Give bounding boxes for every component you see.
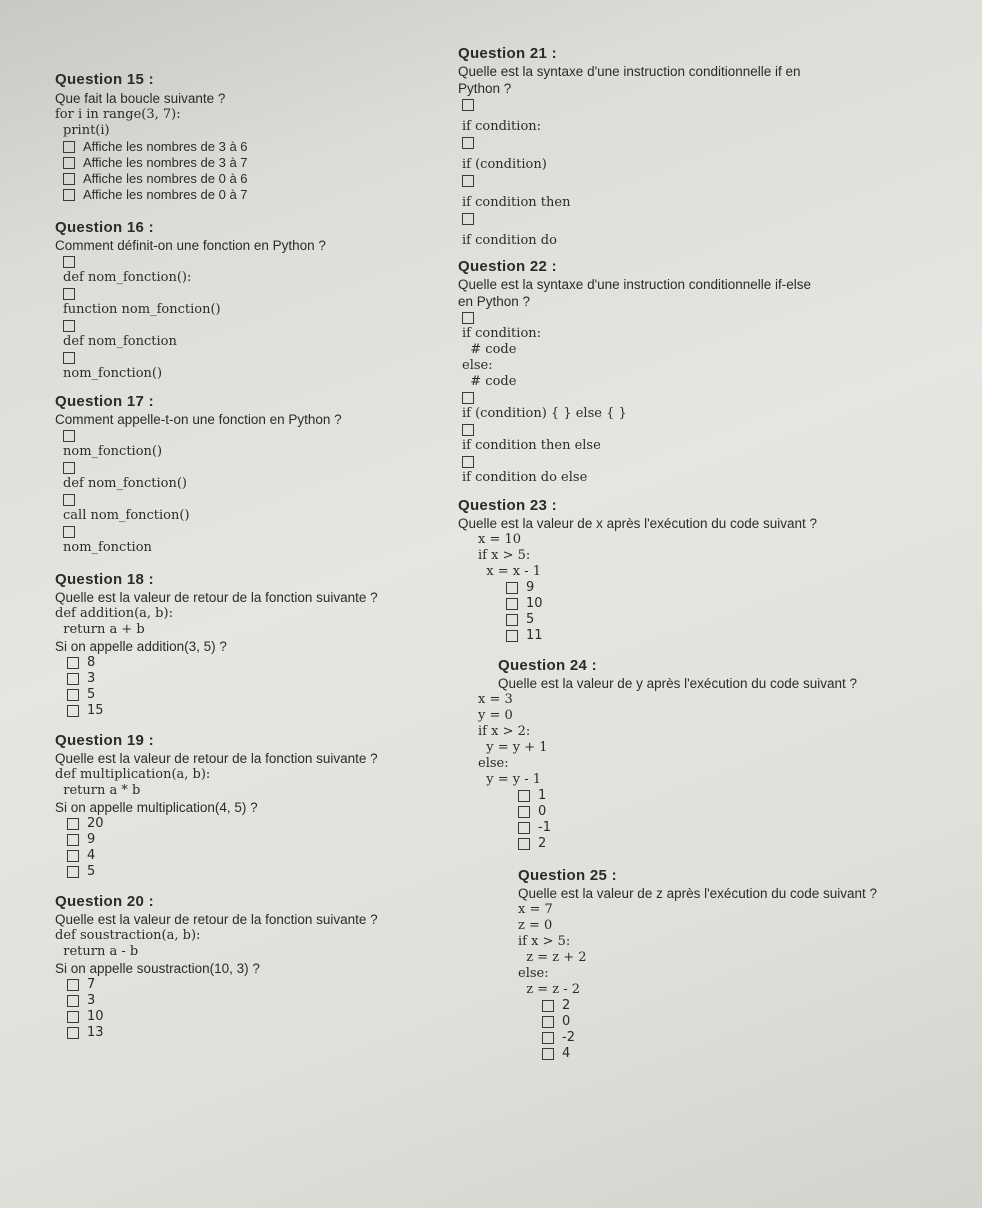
checkbox[interactable] xyxy=(518,822,530,834)
checkbox[interactable] xyxy=(63,462,75,474)
code-line: return a + b xyxy=(55,622,145,637)
code-line: z = z - 2 xyxy=(518,982,581,997)
checkbox[interactable] xyxy=(63,173,75,185)
option-item[interactable]: 15 xyxy=(67,703,455,719)
option-item[interactable]: -1 xyxy=(518,820,928,836)
checkbox[interactable] xyxy=(67,657,79,669)
option-item[interactable]: 4 xyxy=(67,848,455,864)
checkbox[interactable] xyxy=(63,430,75,442)
option-item[interactable]: 3 xyxy=(67,671,455,687)
code-line: x = x - 1 xyxy=(478,564,542,579)
checkbox[interactable] xyxy=(63,157,75,169)
checkbox[interactable] xyxy=(63,288,75,300)
code-line: for i in range(3, 7): xyxy=(55,107,181,122)
option-item[interactable]: 5 xyxy=(67,864,455,880)
option-item[interactable]: 5 xyxy=(67,687,455,703)
question-title: Question 25 : xyxy=(518,867,617,884)
question-title: Question 20 : xyxy=(55,893,154,910)
question-title: Question 18 : xyxy=(55,571,154,588)
option-item[interactable]: 11 xyxy=(506,628,928,644)
checkbox[interactable] xyxy=(542,1000,554,1012)
question-text: Comment appelle-t-on une fonction en Python ? xyxy=(55,412,342,427)
option-item[interactable]: 9 xyxy=(506,580,928,596)
question-text: Quelle est la valeur de retour de la fonction suivante ? xyxy=(55,912,378,927)
checkbox[interactable] xyxy=(462,99,474,111)
option-item[interactable]: 10 xyxy=(506,596,928,612)
question-21 xyxy=(458,44,928,249)
option-label: if (condition) { } else { } xyxy=(462,406,627,421)
right-column xyxy=(458,44,928,1062)
checkbox[interactable] xyxy=(67,866,79,878)
option-item[interactable]: 13 xyxy=(67,1025,455,1041)
option-item[interactable]: -2 xyxy=(542,1030,928,1046)
checkbox[interactable] xyxy=(63,320,75,332)
question-text: Quelle est la valeur de y après l'exécution du code suivant ? xyxy=(498,676,858,691)
option-label: if condition: xyxy=(462,119,542,134)
question-17 xyxy=(55,392,455,556)
option-item[interactable]: 2 xyxy=(518,836,928,852)
option-item[interactable]: 0 xyxy=(542,1014,928,1030)
option-label: def nom_fonction xyxy=(63,334,177,349)
option-label: call nom_fonction() xyxy=(63,508,190,523)
code-line: x = 7 xyxy=(518,902,553,917)
question-23 xyxy=(458,496,928,644)
code-line: else: xyxy=(478,756,509,771)
option-label: if condition then else xyxy=(462,438,601,453)
option-item[interactable]: 9 xyxy=(67,832,455,848)
code-line: print(i) xyxy=(63,123,110,138)
question-15 xyxy=(55,70,455,203)
option-item[interactable]: 1 xyxy=(518,788,928,804)
question-title: Question 15 : xyxy=(55,71,154,88)
question-text: Quelle est la syntaxe d'une instruction conditionnelle if en Python ? xyxy=(458,64,801,96)
checkbox[interactable] xyxy=(518,790,530,802)
checkbox[interactable] xyxy=(462,175,474,187)
checkbox[interactable] xyxy=(506,614,518,626)
checkbox[interactable] xyxy=(63,494,75,506)
checkbox[interactable] xyxy=(506,582,518,594)
checkbox[interactable] xyxy=(63,526,75,538)
code-line: x = 3 xyxy=(478,692,513,707)
option-label: def nom_fonction(): xyxy=(63,270,192,285)
question-16 xyxy=(55,218,455,382)
question-19 xyxy=(55,731,455,880)
option-label: if condition: xyxy=(462,326,542,341)
question-text: Quelle est la syntaxe d'une instruction conditionnelle if-else en Python ? xyxy=(458,277,812,309)
checkbox[interactable] xyxy=(63,256,75,268)
question-title: Question 21 : xyxy=(458,45,557,62)
option-label: # code xyxy=(462,342,517,357)
code-line: z = z + 2 xyxy=(518,950,587,965)
checkbox[interactable] xyxy=(506,598,518,610)
question-text: Comment définit-on une fonction en Python ? xyxy=(55,238,326,253)
option-item[interactable]: Affiche les nombres de 0 à 6 xyxy=(63,171,455,187)
question-call: Si on appelle addition(3, 5) ? xyxy=(55,639,227,654)
question-title: Question 22 : xyxy=(458,258,557,275)
option-item[interactable]: 10 xyxy=(67,1009,455,1025)
option-label: if (condition) xyxy=(462,157,547,172)
code-line: y = y + 1 xyxy=(478,740,548,755)
question-text: Quelle est la valeur de z après l'exécution du code suivant ? xyxy=(518,886,878,901)
question-text: Quelle est la valeur de retour de la fonction suivante ? xyxy=(55,590,378,605)
option-item[interactable]: 20 xyxy=(67,816,455,832)
checkbox[interactable] xyxy=(67,850,79,862)
option-item[interactable]: 4 xyxy=(542,1046,928,1062)
question-call: Si on appelle soustraction(10, 3) ? xyxy=(55,961,260,976)
option-item[interactable]: 8 xyxy=(67,655,455,671)
checkbox[interactable] xyxy=(67,818,79,830)
code-line: def multiplication(a, b): xyxy=(55,767,211,782)
checkbox[interactable] xyxy=(67,995,79,1007)
question-20 xyxy=(55,892,455,1041)
question-title: Question 19 : xyxy=(55,732,154,749)
option-item[interactable]: 3 xyxy=(67,993,455,1009)
option-label: nom_fonction() xyxy=(63,366,163,381)
question-text: Que fait la boucle suivante ? xyxy=(55,91,226,106)
checkbox[interactable] xyxy=(542,1048,554,1060)
code-line: def soustraction(a, b): xyxy=(55,928,201,943)
option-label: nom_fonction() xyxy=(63,444,163,459)
question-title: Question 23 : xyxy=(458,497,557,514)
code-line: z = 0 xyxy=(518,918,553,933)
code-line: if x > 5: xyxy=(518,934,571,949)
checkbox[interactable] xyxy=(462,456,474,468)
checkbox[interactable] xyxy=(63,189,75,201)
code-line: y = 0 xyxy=(478,708,513,723)
checkbox[interactable] xyxy=(462,312,474,324)
question-title: Question 17 : xyxy=(55,393,154,410)
option-label: if condition do xyxy=(462,233,557,248)
code-line: else: xyxy=(518,966,549,981)
checkbox[interactable] xyxy=(518,806,530,818)
checkbox[interactable] xyxy=(518,838,530,850)
option-label: # code xyxy=(462,374,517,389)
checkbox[interactable] xyxy=(67,979,79,991)
option-item[interactable]: Affiche les nombres de 3 à 7 xyxy=(63,155,455,171)
checkbox[interactable] xyxy=(462,137,474,149)
option-label: nom_fonction xyxy=(63,540,152,555)
checkbox[interactable] xyxy=(63,141,75,153)
option-label: def nom_fonction() xyxy=(63,476,188,491)
checkbox[interactable] xyxy=(462,392,474,404)
option-label: if condition then xyxy=(462,195,571,210)
code-line: if x > 5: xyxy=(478,548,531,563)
code-line: return a * b xyxy=(55,783,141,798)
question-22 xyxy=(458,257,928,486)
code-line: return a - b xyxy=(55,944,139,959)
checkbox[interactable] xyxy=(462,213,474,225)
code-line: def addition(a, b): xyxy=(55,606,173,621)
checkbox[interactable] xyxy=(67,1027,79,1039)
checkbox[interactable] xyxy=(67,834,79,846)
checkbox[interactable] xyxy=(63,352,75,364)
question-title: Question 16 : xyxy=(55,219,154,236)
checkbox[interactable] xyxy=(542,1032,554,1044)
checkbox[interactable] xyxy=(67,705,79,717)
option-item[interactable]: 7 xyxy=(67,977,455,993)
question-call: Si on appelle multiplication(4, 5) ? xyxy=(55,800,258,815)
question-24 xyxy=(458,656,928,852)
checkbox[interactable] xyxy=(542,1016,554,1028)
checkbox[interactable] xyxy=(462,424,474,436)
question-text: Quelle est la valeur de retour de la fonction suivante ? xyxy=(55,751,378,766)
option-label: else: xyxy=(462,358,493,373)
option-item[interactable]: 5 xyxy=(506,612,928,628)
checkbox[interactable] xyxy=(67,689,79,701)
code-line: y = y - 1 xyxy=(478,772,542,787)
option-label: function nom_fonction() xyxy=(63,302,221,317)
option-item[interactable]: Affiche les nombres de 3 à 6 xyxy=(63,139,455,155)
question-text: Quelle est la valeur de x après l'exécution du code suivant ? xyxy=(458,516,818,531)
question-title: Question 24 : xyxy=(498,657,597,674)
left-column xyxy=(55,70,455,1041)
code-line: if x > 2: xyxy=(478,724,531,739)
checkbox[interactable] xyxy=(67,673,79,685)
option-item[interactable]: Affiche les nombres de 0 à 7 xyxy=(63,187,455,203)
option-label: if condition do else xyxy=(462,470,588,485)
question-18 xyxy=(55,570,455,719)
code-line: x = 10 xyxy=(478,532,522,547)
checkbox[interactable] xyxy=(67,1011,79,1023)
option-item[interactable]: 2 xyxy=(542,998,928,1014)
option-item[interactable]: 0 xyxy=(518,804,928,820)
question-25 xyxy=(458,866,928,1062)
checkbox[interactable] xyxy=(506,630,518,642)
